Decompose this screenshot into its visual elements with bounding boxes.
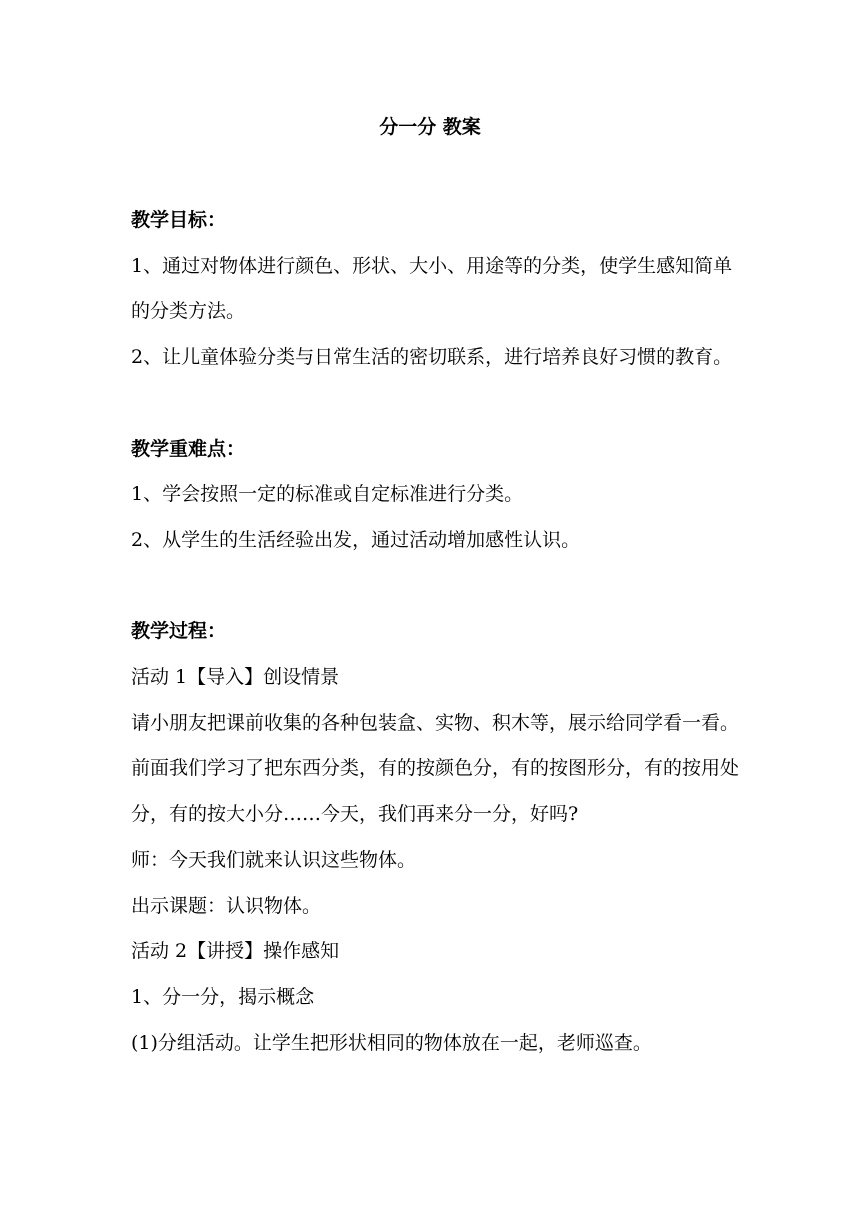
activity-1-title: 活动 1【导入】创设情景 — [131, 666, 340, 688]
key-points-heading: 教学重难点： — [131, 437, 246, 460]
teacher-line: 师：今天我们就来认识这些物体。 — [131, 848, 417, 871]
objective-item-1: 1、通过对物体进行颜色、形状、大小、用途等的分类，使学生感知简单的分类方法。 — [131, 254, 733, 323]
activity-2-step-1: 1、分一分，揭示概念 — [131, 985, 315, 1008]
section-spacer — [131, 564, 741, 610]
activity-2-title: 活动 2【讲授】操作感知 — [131, 940, 340, 963]
process-heading: 教学过程： — [131, 620, 227, 643]
activity-1-description: 请小朋友把课前收集的各种包装盒、实物、积木等，展示给同学看一看。前面我们学习了把东西分类，有的按颜色分，有的按图形分，有的按用处分，有的按大小分……今天，我们再来分一分，好吗? — [131, 711, 740, 826]
objectives-heading: 教学目标： — [131, 209, 227, 231]
activity-2-substep-1: (1)分组活动。让学生把形状相同的物体放在一起，老师巡查。 — [131, 1031, 652, 1054]
key-point-item-1: 1、学会按照一定的标准或自定标准进行分类。 — [131, 483, 524, 506]
objective-item-2: 2、让儿童体验分类与日常生活的密切联系，进行培养良好习惯的教育。 — [131, 346, 733, 369]
lesson-topic-line: 出示课题：认识物体。 — [131, 894, 322, 917]
document-body — [131, 198, 741, 1066]
document-title: 分一分 教案 — [379, 116, 481, 138]
section-spacer — [131, 381, 741, 427]
key-point-item-2: 2、从学生的生活经验出发，通过活动增加感性认识。 — [131, 528, 581, 551]
